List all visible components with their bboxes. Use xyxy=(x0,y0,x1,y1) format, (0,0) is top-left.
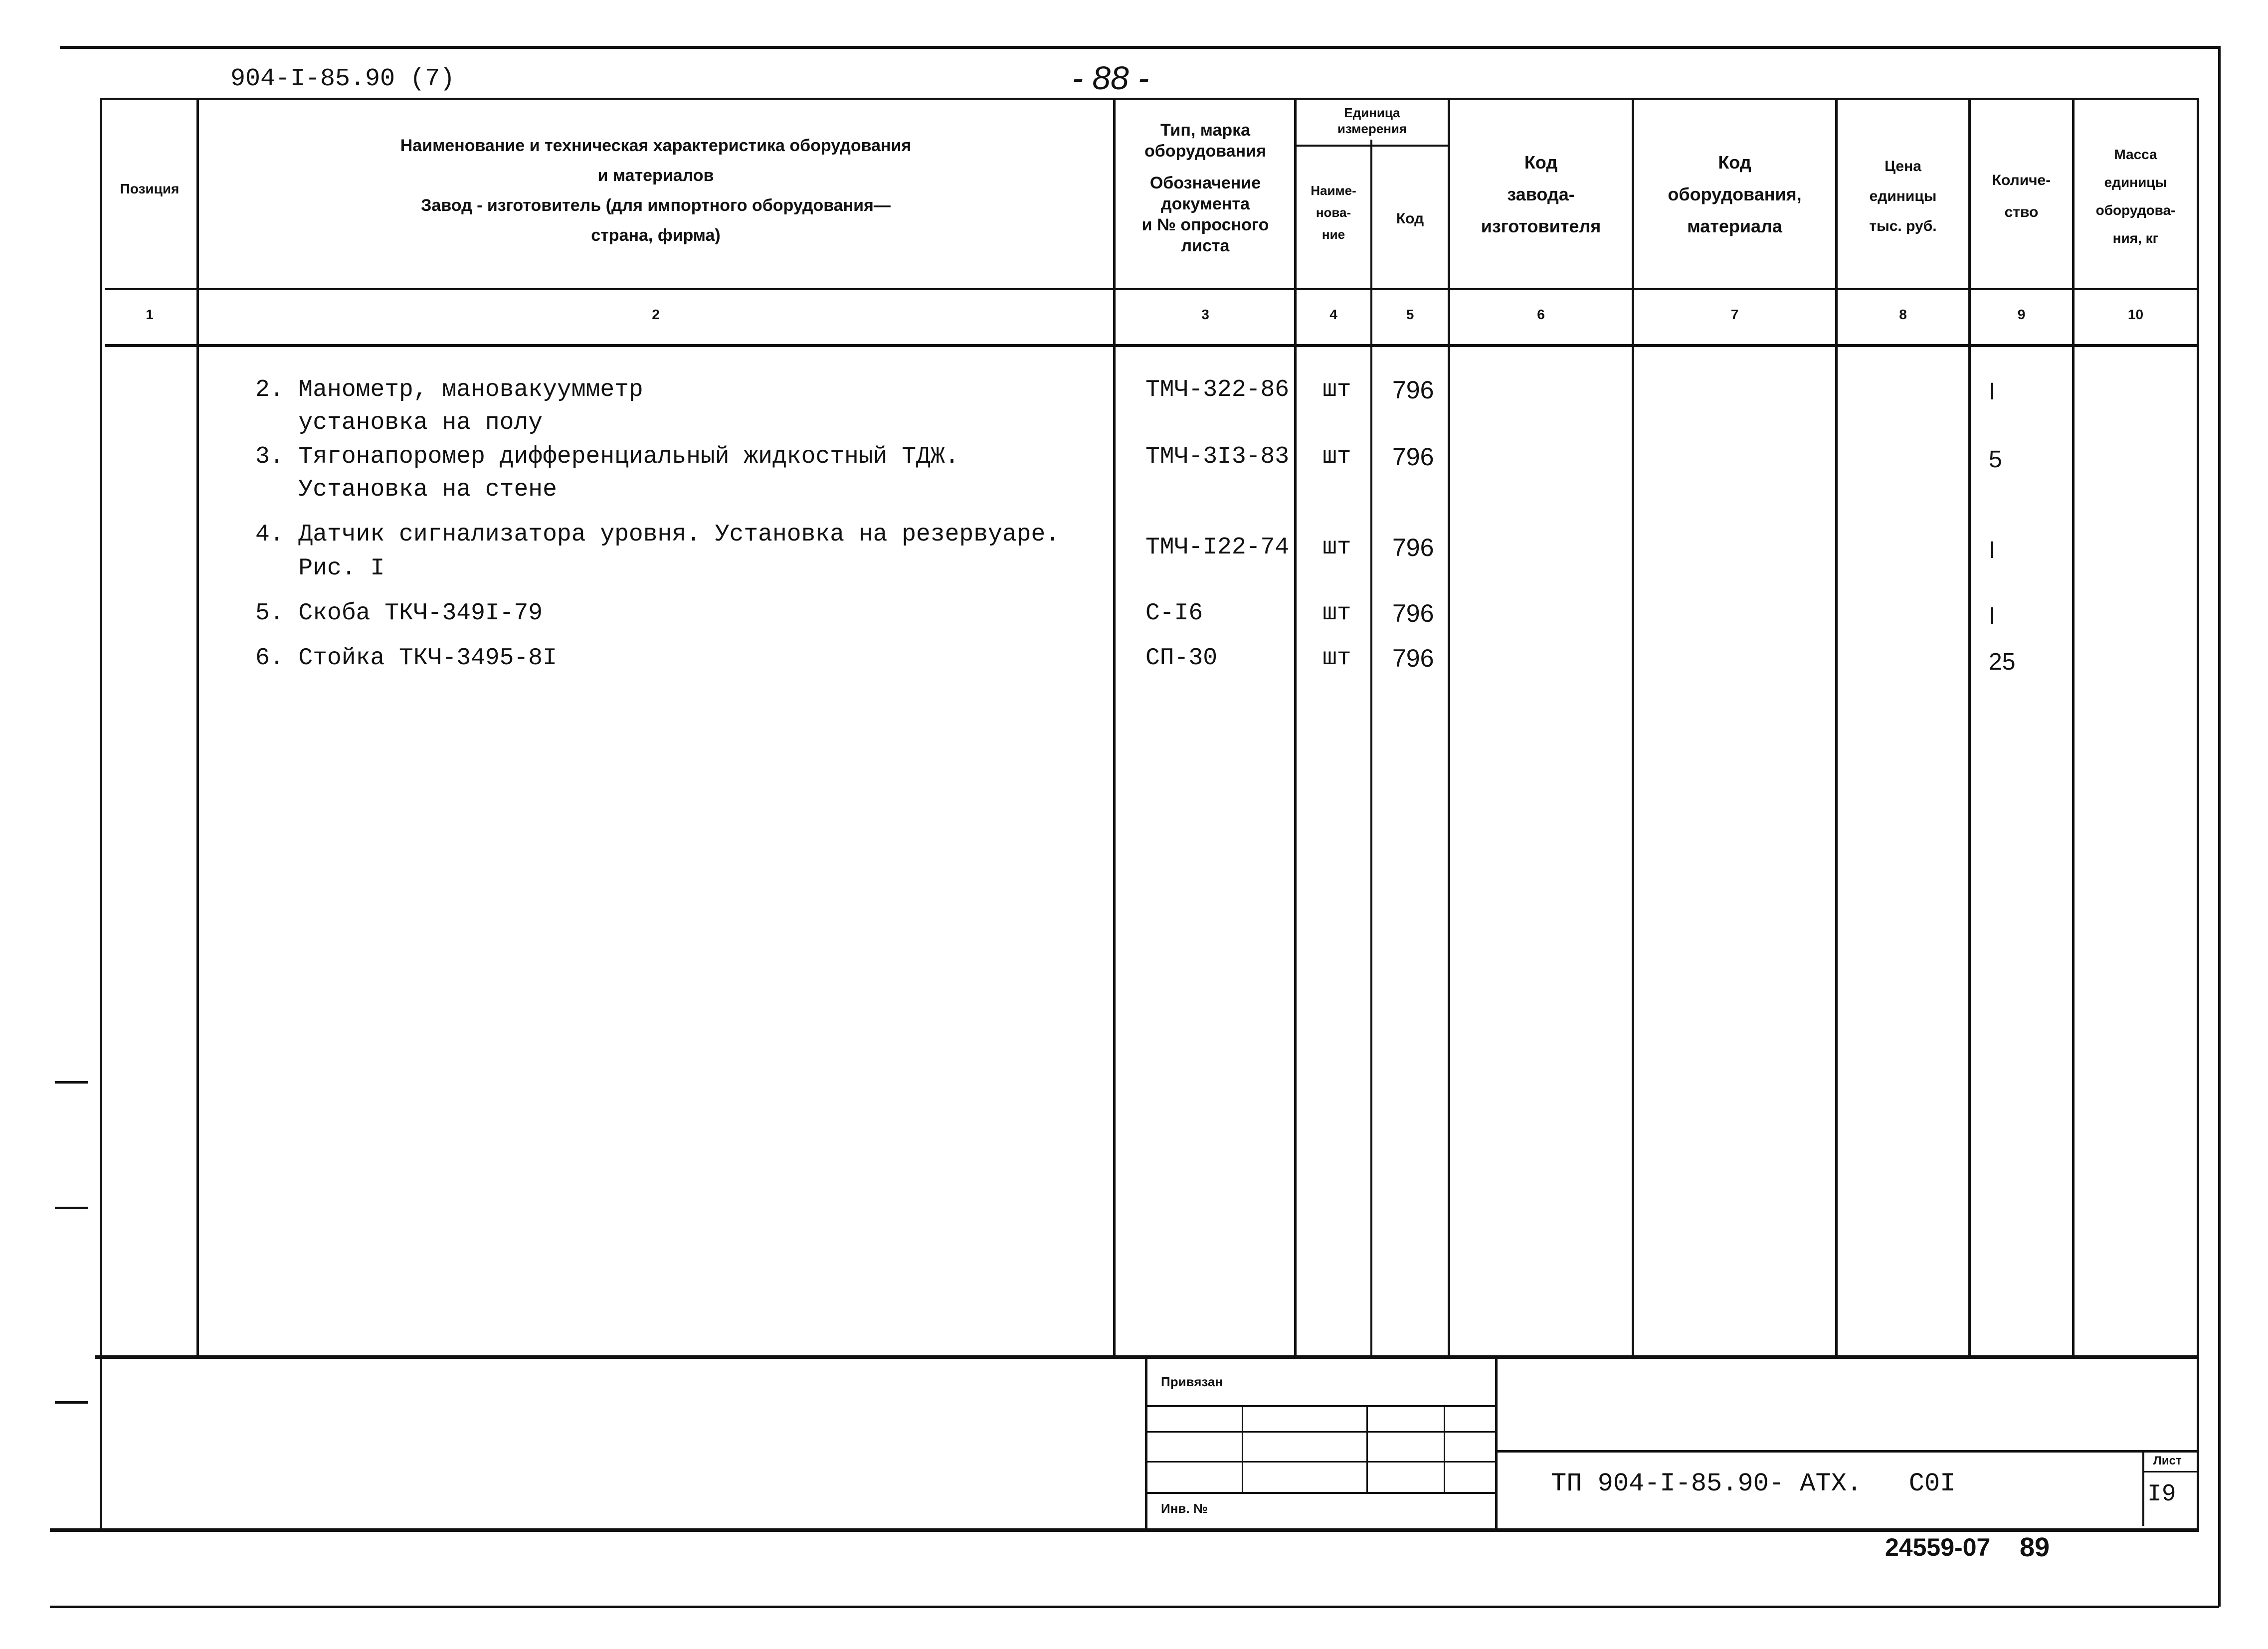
header-name-line2: и материалов xyxy=(597,166,714,185)
stamp-grid-h2 xyxy=(1147,1431,1496,1433)
row-name-line1: 2. Манометр, мановакуумметр xyxy=(255,376,643,403)
header-unit-name-line2: нова- xyxy=(1316,205,1351,220)
sheet-cell-line xyxy=(2142,1451,2144,1526)
title-row-top xyxy=(1496,1450,2199,1453)
stamp-grid-v3 xyxy=(1444,1406,1445,1493)
header-mass-line4: ния, кг xyxy=(2112,230,2159,246)
col-number-6: 6 xyxy=(1537,307,1545,322)
header-equip-line3: материала xyxy=(1687,216,1782,236)
header-mass xyxy=(2075,141,2197,252)
row-code: 796 xyxy=(1392,644,1434,672)
inventory-number-label: Инв. № xyxy=(1161,1501,1208,1516)
col-line-7 xyxy=(1835,98,1838,1357)
document-designation: ТП 904-I-85.90- АТХ. С0I xyxy=(1551,1469,1956,1498)
margin-mark-2 xyxy=(55,1207,88,1209)
header-unit-line2: измерения xyxy=(1337,121,1407,136)
outer-top-border xyxy=(60,46,2219,49)
header-type-line3: Обозначение xyxy=(1149,174,1261,192)
col-number-5: 5 xyxy=(1406,307,1414,322)
header-unit-code: Код xyxy=(1396,210,1424,227)
row-name-line2: Установка на стене xyxy=(255,476,557,503)
header-unit-name-line3: ние xyxy=(1322,227,1345,242)
outer-bottom-border xyxy=(50,1606,2219,1608)
row-code: 796 xyxy=(1392,599,1434,627)
column-number-divider xyxy=(105,344,2199,347)
header-type-line4: документа xyxy=(1161,194,1250,213)
header-mass-line2: единицы xyxy=(2104,175,2167,190)
col-number-7: 7 xyxy=(1730,307,1739,322)
header-factory-line2: завода- xyxy=(1507,184,1575,204)
col-number-2: 2 xyxy=(652,307,660,322)
row-name-line1: 4. Датчик сигнализатора уровня. Установка на резервуаре. xyxy=(255,521,1060,548)
row-unit: шт xyxy=(1323,376,1351,403)
row-type: ТМЧ-322-86 xyxy=(1145,376,1290,403)
header-position: Позиция xyxy=(120,181,180,196)
header-unit-line1: Единица xyxy=(1344,105,1400,120)
header-equip-line1: Код xyxy=(1718,152,1751,173)
col-line-10 xyxy=(2197,98,2199,1529)
col-number-10: 10 xyxy=(2127,307,2144,322)
row-name-line2: установка на полу xyxy=(255,409,543,436)
row-code: 796 xyxy=(1392,443,1434,471)
header-unit-name xyxy=(1297,180,1370,245)
row-type: С-I6 xyxy=(1145,600,1203,627)
header-factory-line3: изготовителя xyxy=(1481,216,1601,236)
col-line-6 xyxy=(1632,98,1634,1357)
row-qty: I xyxy=(1989,378,1996,405)
header-unit xyxy=(1297,105,1448,137)
document-code: 904-I-85.90 (7) xyxy=(230,65,455,93)
row-name-line1: 6. Стойка ТКЧ-3495-8I xyxy=(255,645,557,672)
header-name xyxy=(199,131,1112,250)
header-type-line5: и № опросного xyxy=(1141,215,1269,234)
header-type-line2: оборудования xyxy=(1144,142,1266,161)
header-name-line3: Завод - изготовитель (для импортного оборудования— xyxy=(421,196,891,215)
header-qty-line2: ство xyxy=(2004,204,2039,220)
col-number-4: 4 xyxy=(1329,307,1337,322)
stamp-grid-h1 xyxy=(1147,1405,1496,1407)
sheet-number: I9 xyxy=(2147,1481,2176,1508)
row-type: СП-30 xyxy=(1145,645,1218,672)
margin-mark-3 xyxy=(55,1401,88,1404)
header-equip-line2: оборудования, xyxy=(1668,184,1802,204)
table-top-border xyxy=(100,98,2199,100)
row-qty: 25 xyxy=(1989,649,2016,675)
row-unit: шт xyxy=(1323,600,1351,627)
archive-number: 24559-07 xyxy=(1885,1533,1991,1561)
privyazan-label: Привязан xyxy=(1161,1374,1223,1389)
row-code: 796 xyxy=(1392,534,1434,561)
row-unit: шт xyxy=(1323,443,1351,470)
stamp-bottom-border xyxy=(50,1528,2199,1532)
row-unit: шт xyxy=(1323,534,1351,561)
header-price-line1: Цена xyxy=(1885,158,1921,175)
unit-header-divider xyxy=(1294,145,1449,147)
header-type-line6: листа xyxy=(1181,236,1230,255)
col-number-3: 3 xyxy=(1201,307,1209,322)
header-qty-line1: Количе- xyxy=(1992,172,2051,188)
col-number-1: 1 xyxy=(146,307,154,322)
row-qty: I xyxy=(1989,603,1996,629)
stamp-grid-v1 xyxy=(1242,1406,1243,1493)
sheet-cell-divider xyxy=(2143,1471,2197,1472)
header-type xyxy=(1116,120,1295,256)
header-quantity xyxy=(1971,165,2072,228)
header-price-line2: единицы xyxy=(1869,188,1937,204)
sheet-label: Лист xyxy=(2153,1454,2182,1467)
stamp-left-line xyxy=(1145,1357,1147,1529)
row-unit: шт xyxy=(1323,645,1351,672)
stamp-grid-h3 xyxy=(1147,1461,1496,1463)
stamp-grid-v2 xyxy=(1366,1406,1368,1493)
col-line-3 xyxy=(1294,98,1297,1357)
archive-page-number: 89 xyxy=(2020,1532,2050,1562)
stamp-mid-line xyxy=(1495,1357,1498,1529)
col-line-5 xyxy=(1448,98,1450,1357)
col-line-2 xyxy=(1113,98,1116,1357)
col-line-1 xyxy=(196,98,199,1357)
stamp-grid-h4 xyxy=(1147,1492,1496,1494)
margin-mark-1 xyxy=(55,1081,88,1084)
row-name-line1: 3. Тягонапоромер дифференциальный жидкостный ТДЖ. xyxy=(255,443,959,470)
header-mass-line3: оборудова- xyxy=(2095,202,2176,218)
row-name-line2: Рис. I xyxy=(255,555,385,582)
header-equipment-code xyxy=(1634,147,1835,242)
col-line-8 xyxy=(1968,98,1971,1357)
col-number-9: 9 xyxy=(2017,307,2026,322)
header-name-line4: страна, фирма) xyxy=(591,226,721,245)
header-mass-line1: Масса xyxy=(2114,147,2157,162)
page-mark: - 88 - xyxy=(1072,59,1149,96)
row-type: ТМЧ-3I3-83 xyxy=(1145,443,1290,470)
row-name-line1: 5. Скоба ТКЧ-349I-79 xyxy=(255,600,543,627)
header-name-line1: Наименование и техническая характеристика оборудования xyxy=(400,136,912,155)
row-type: ТМЧ-I22-74 xyxy=(1145,534,1290,561)
header-divider xyxy=(105,288,2199,290)
col-number-8: 8 xyxy=(1899,307,1907,322)
header-price-line3: тыс. руб. xyxy=(1869,218,1937,234)
header-factory-line1: Код xyxy=(1524,152,1558,173)
header-type-line1: Тип, марка xyxy=(1160,121,1251,140)
row-qty: 5 xyxy=(1989,446,2002,473)
header-factory-code xyxy=(1450,147,1632,242)
outer-right-border xyxy=(2218,46,2221,1607)
row-qty: I xyxy=(1989,537,1996,563)
header-price xyxy=(1838,152,1968,241)
header-unit-name-line1: Наиме- xyxy=(1311,183,1356,198)
row-code: 796 xyxy=(1392,376,1434,404)
col-line-9 xyxy=(2072,98,2075,1357)
